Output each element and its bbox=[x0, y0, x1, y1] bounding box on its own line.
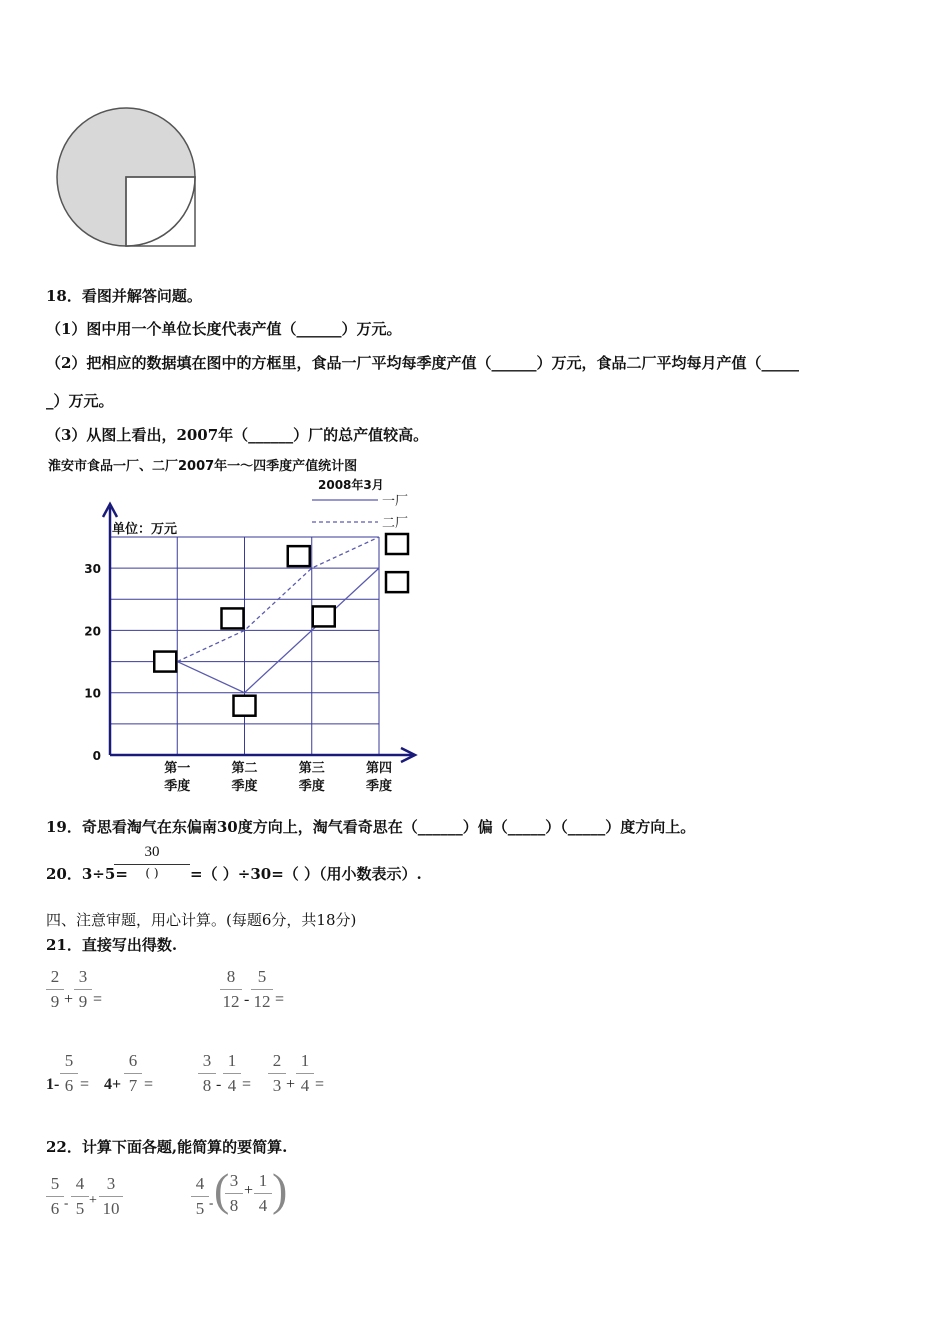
answer-box bbox=[154, 652, 176, 672]
q18-title: 18．看图并解答问题。 bbox=[46, 287, 202, 305]
q18-part3: （3）从图上看出，2007年（______）厂的总产值较高。 bbox=[46, 426, 429, 444]
x-category-label: 季度 bbox=[231, 779, 258, 794]
fraction: 4 5 bbox=[71, 1173, 89, 1220]
operator: + bbox=[64, 991, 74, 1008]
q18-part2: （2）把相应的数据填在图中的方框里，食品一厂平均每季度产值（______）万元，食品二厂平均每月产值（_____ bbox=[46, 354, 799, 372]
q20-prefix: 20．3÷5= bbox=[46, 865, 128, 883]
answer-box bbox=[386, 534, 408, 554]
section4-title: 四、注意审题，用心计算。(每题6分，共18分) bbox=[46, 911, 357, 929]
x-category-label: 第四 bbox=[365, 761, 393, 776]
fraction: 3 8 bbox=[198, 1050, 216, 1097]
fraction: 2 3 bbox=[268, 1050, 286, 1097]
q20-frac-bar bbox=[114, 864, 190, 865]
y-tick-label: 30 bbox=[84, 562, 101, 577]
y-tick-label: 0 bbox=[92, 749, 101, 763]
operator: + bbox=[286, 1076, 296, 1093]
y-tick-label: 10 bbox=[84, 686, 101, 701]
q18-part1: （1）图中用一个单位长度代表产值（______）万元。 bbox=[46, 320, 402, 338]
x-category-label: 第三 bbox=[298, 761, 325, 776]
chart-unit-label: 单位：万元 bbox=[112, 522, 178, 537]
operator: + bbox=[89, 1193, 97, 1208]
fraction: 3 9 bbox=[74, 966, 92, 1013]
x-category-label: 季度 bbox=[298, 779, 325, 794]
q20-frac-num: 30 bbox=[144, 844, 160, 860]
x-category-label: 季度 bbox=[365, 779, 393, 794]
chart-subtitle: 2008年3月 bbox=[318, 478, 384, 492]
fraction: 3 8 bbox=[225, 1170, 243, 1217]
y-tick-label: 20 bbox=[84, 624, 101, 639]
q21-title: 21．直接写出得数. bbox=[46, 936, 178, 954]
legend-label: 一厂 bbox=[382, 494, 409, 509]
fraction: 5 6 bbox=[60, 1050, 78, 1097]
line-chart bbox=[40, 450, 480, 800]
q19-text: 19．奇思看淘气在东偏南30度方向上，淘气看奇思在（______）偏（_____）（_____）度方向上。 bbox=[46, 818, 696, 836]
quarter-circle-cut bbox=[126, 177, 195, 246]
operator: - bbox=[209, 1195, 214, 1210]
equals: = bbox=[80, 1076, 90, 1093]
operator: - bbox=[244, 991, 250, 1008]
lead-term: 1- bbox=[46, 1076, 60, 1093]
equals: = bbox=[242, 1076, 252, 1093]
q20-suffix: =（ ）÷30=（ ）（用小数表示）. bbox=[190, 865, 422, 883]
chart-title: 淮安市食品一厂、二厂2007年一～四季度产值统计图 bbox=[48, 459, 358, 474]
equals: = bbox=[93, 991, 103, 1008]
equals: = bbox=[275, 991, 285, 1008]
fraction: 1 4 bbox=[296, 1050, 314, 1097]
fraction: 2 9 bbox=[46, 966, 64, 1013]
fraction: 5 6 bbox=[46, 1173, 64, 1220]
legend-label: 二厂 bbox=[382, 516, 409, 531]
answer-box bbox=[386, 572, 408, 592]
answer-box bbox=[313, 606, 335, 626]
fraction: 1 4 bbox=[223, 1050, 241, 1097]
x-category-label: 第一 bbox=[164, 761, 191, 776]
fraction: 4 5 bbox=[191, 1173, 209, 1220]
circle-square-figure bbox=[54, 105, 200, 249]
fraction: 3 10 bbox=[99, 1173, 123, 1220]
fraction: 5 12 bbox=[251, 966, 273, 1013]
q22-title: 22．计算下面各题,能简算的要简算. bbox=[46, 1138, 288, 1156]
operator: - bbox=[64, 1195, 69, 1210]
lead-term: 4+ bbox=[104, 1076, 122, 1093]
right-paren: ) bbox=[272, 1164, 288, 1215]
q18-part2-cont: _）万元。 bbox=[46, 392, 114, 410]
answer-box bbox=[222, 608, 244, 628]
operator: - bbox=[216, 1076, 222, 1093]
operator: + bbox=[244, 1182, 254, 1199]
equals: = bbox=[144, 1076, 154, 1093]
fraction: 1 4 bbox=[254, 1170, 272, 1217]
fraction: 6 7 bbox=[124, 1050, 142, 1097]
equals: = bbox=[315, 1076, 325, 1093]
fraction: 8 12 bbox=[220, 966, 242, 1013]
answer-box bbox=[234, 696, 256, 716]
answer-box bbox=[288, 546, 310, 566]
x-category-label: 季度 bbox=[164, 779, 191, 794]
q20-frac-den: ( ) bbox=[145, 866, 159, 880]
x-category-label: 第二 bbox=[231, 761, 258, 776]
left-paren: ( bbox=[214, 1164, 230, 1215]
